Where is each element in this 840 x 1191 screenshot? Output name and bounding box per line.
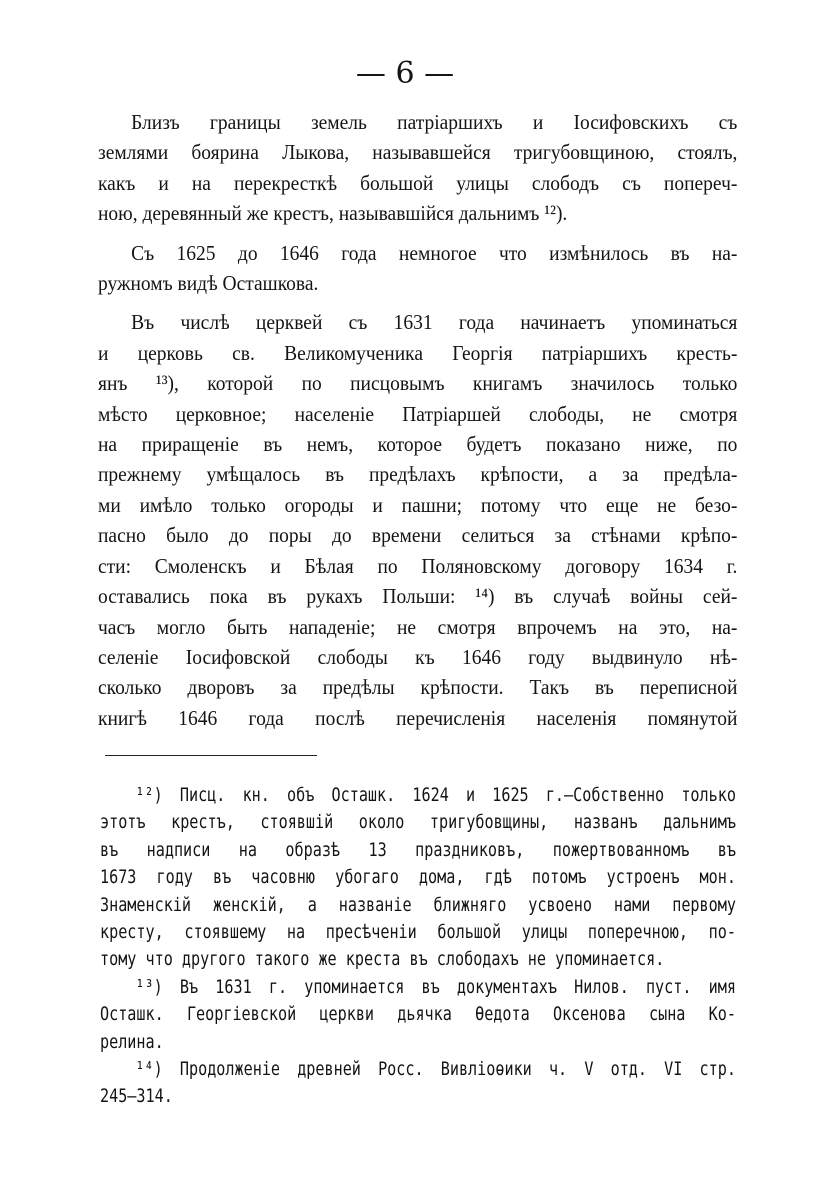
footnote-line: тому что другого такого же креста въ слободахъ не упоминается. [100,949,665,971]
body-line: на приращеніе въ немъ, которое будетъ показано ниже, по [98,432,738,457]
footnote-line: ¹⁴) Продолженіе древней Росс. Вивліоѳики ч. V отд. VI стр. [135,1059,736,1081]
body-line: ми имѣло только огороды и пашни; потому что еще не безо- [98,492,738,517]
body-line: и церковь св. Великомученика Георгія патріаршихъ кресть- [98,340,738,365]
body-line: землями боярина Лыкова, называвшейся тригубовщиною, стоялъ, [98,140,738,165]
footnote-line: въ надписи на образѣ 13 праздниковъ, пожертвованномъ въ [100,839,736,861]
footnote-line: 245—314. [100,1086,173,1108]
body-line: сти: Смоленскъ и Бѣлая по Поляновскому договору 1634 г. [98,553,738,578]
footnote-line: ¹²) Писц. кн. объ Осташк. 1624 и 1625 г.—Собственно только [135,785,736,806]
body-line: селеніе Іосифовской слободы къ 1646 году выдвинуло нѣ- [98,644,738,669]
page-number: — 6 — [355,56,455,91]
footnote-line: Знаменскій женскій, а названіе ближняго усвоено нами первому [100,894,736,916]
footnote-line: релина. [100,1031,164,1053]
footnote-line: кресту, стоявшему на пресѣченіи большой улицы поперечною, по- [100,922,736,944]
body-line: прежнему умѣщалось въ предѣлахъ крѣпости, а за предѣла- [98,462,738,487]
body-text [98,107,738,733]
body-line: Съ 1625 до 1646 года немногое что измѣнилось въ на- [131,240,738,265]
footnote-line: этотъ крестъ, стоявшій около тригубовщины, названъ дальнимъ [100,812,736,834]
body-line: книгѣ 1646 года послѣ перечисленія населенія помянутой [98,705,738,730]
footnote-line: Осташк. Георгіевской церкви дьячка Ѳедота Оксенова сына Ко- [100,1004,736,1026]
body-line: янъ ¹³), которой по писцовымъ книгамъ значилось только [98,371,738,396]
body-line: Близъ границы земель патріаршихъ и Іосифовскихъ съ [131,110,738,134]
body-line: мѣсто церковное; населеніе Патріаршей слободы, не смотря [98,401,738,426]
body-line: оставались пока въ рукахъ Польши: ¹⁴) въ случаѣ войны сей- [98,584,738,609]
body-line: пасно было до поры до времени селиться за стѣнами крѣпо- [98,523,738,548]
footnotes [100,782,736,1111]
body-line: какъ и на перекресткѣ большой улицы слободъ съ попереч- [98,170,738,195]
body-line: сколько дворовъ за предѣлы крѣпости. Такъ въ переписной [98,675,738,700]
body-line: ною, деревянный же крестъ, называвшійся дальнимъ ¹²). [98,201,568,226]
body-line: часъ могло быть нападеніе; не смотря впрочемъ на это, на- [98,614,738,639]
footnote-line: ¹³) Въ 1631 г. упоминается въ документахъ Нилов. пуст. имя [135,976,736,998]
footnote-separator [105,755,317,756]
body-line: Въ числѣ церквей съ 1631 года начинаетъ упоминаться [131,310,738,335]
body-line: ружномъ видѣ Осташкова. [98,271,319,296]
footnote-line: 1673 году въ часовню убогаго дома, гдѣ потомъ устроенъ мон. [100,867,736,889]
